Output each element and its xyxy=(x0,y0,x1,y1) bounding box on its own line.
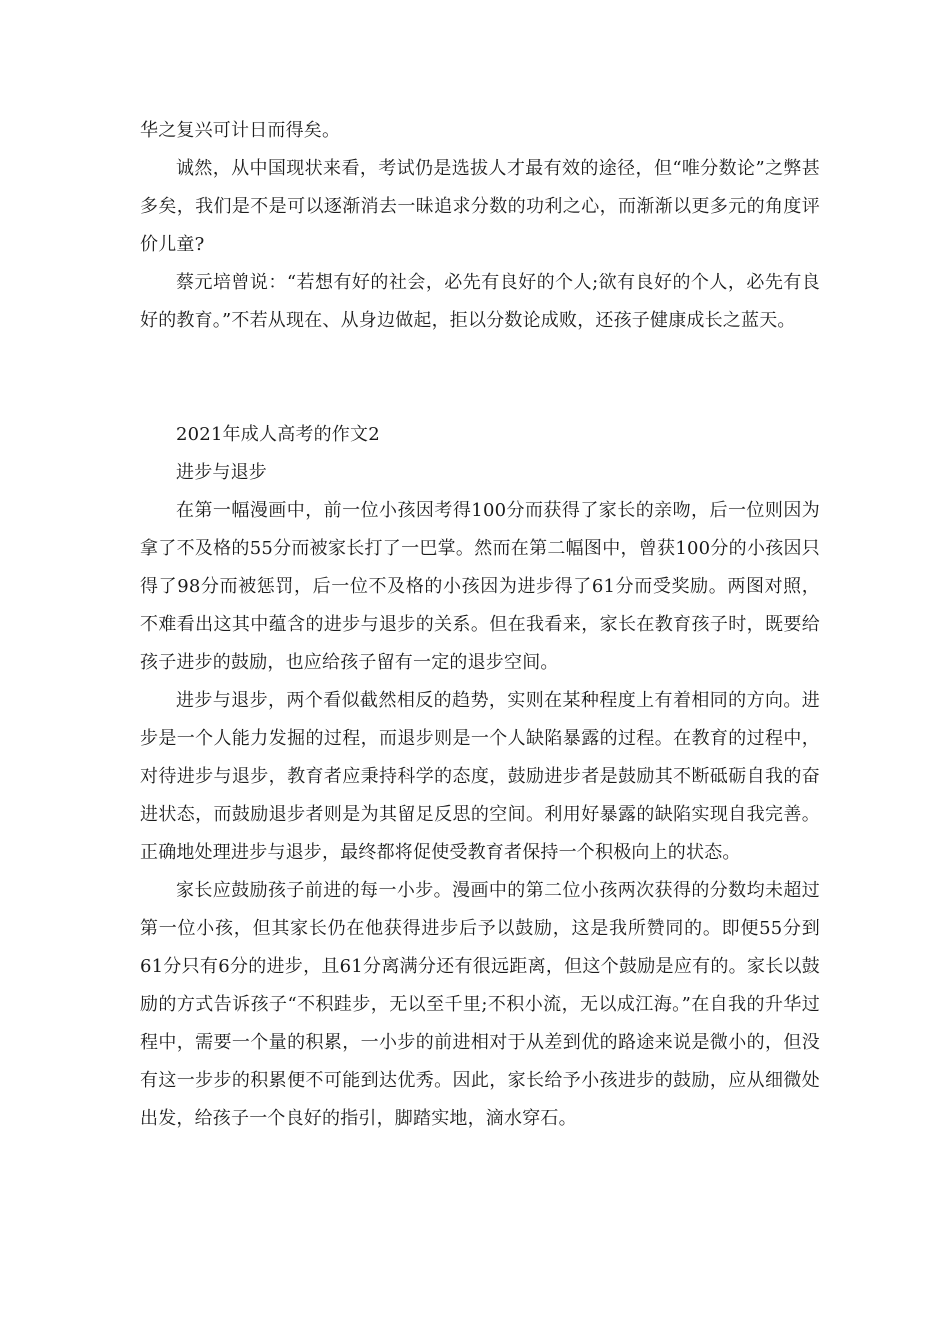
section-spacer xyxy=(140,340,820,416)
essay-title: 进步与退步 xyxy=(176,462,267,483)
paragraph-encourage-steps: 家长应鼓励孩子前进的每一小步。漫画中的第二位小孩两次获得的分数均未超过第一位小孩，但其家长仍在他获得进步后予以鼓励，这是我所赞同的。即便55分到61分只有6分的进步，且61分离满分还有很远距离，但这个鼓励是应有的。家长以鼓励的方式告诉孩子“不积跬步，无以至千里;不积小流，无以成江海。”在自我的升华过程中，需要一个量的积累，一小步的前进相对于从差到优的路途来说是微小的，但没有这一步步的积累便不可能到达优秀。因此，家长给予小孩进步的鼓励，应从细微处出发，给孩子一个良好的指引，脚踏实地，滴水穿石。 xyxy=(140,880,820,1129)
essay-heading: 2021年成人高考的作文2 xyxy=(176,424,380,445)
paragraph-progress-regress: 进步与退步，两个看似截然相反的趋势，实则在某种程度上有着相同的方向。进步是一个人能力发掘的过程，而退步则是一个人缺陷暴露的过程。在教育的过程中，对待进步与退步，教育者应秉持科学的态度，鼓励进步者是鼓励其不断砥砺自我的奋进状态，而鼓励退步者则是为其留足反思的空间。利用好暴露的缺陷实现自我完善。正确地处理进步与退步，最终都将促使受教育者保持一个积极向上的状态。 xyxy=(140,690,820,863)
paragraph-comic-description: 在第一幅漫画中，前一位小孩因考得100分而获得了家长的亲吻，后一位则因为拿了不及格的55分而被家长打了一巴掌。然而在第二幅图中，曾获100分的小孩因只得了98分而被惩罚，后一位不及格的小孩因为进步得了61分而受奖励。两图对照，不难看出这其中蕴含的进步与退步的关系。但在我看来，家长在教育孩子时，既要给孩子进步的鼓励，也应给孩子留有一定的退步空间。 xyxy=(140,500,820,673)
paragraph-exam-reflection: 诚然，从中国现状来看，考试仍是选拔人才最有效的途径，但“唯分数论”之弊甚多矣，我们是不是可以逐渐消去一昧追求分数的功利之心，而渐渐以更多元的角度评价儿童? xyxy=(140,158,820,255)
paragraph-cai-yuanpei-quote: 蔡元培曾说：“若想有好的社会，必先有良好的个人;欲有良好的个人，必先有良好的教育。”不若从现在、从身边做起，拒以分数论成败，还孩子健康成长之蓝天。 xyxy=(140,272,820,331)
paragraph-continuation: 华之复兴可计日而得矣。 xyxy=(140,120,341,141)
document-page xyxy=(140,112,820,1138)
